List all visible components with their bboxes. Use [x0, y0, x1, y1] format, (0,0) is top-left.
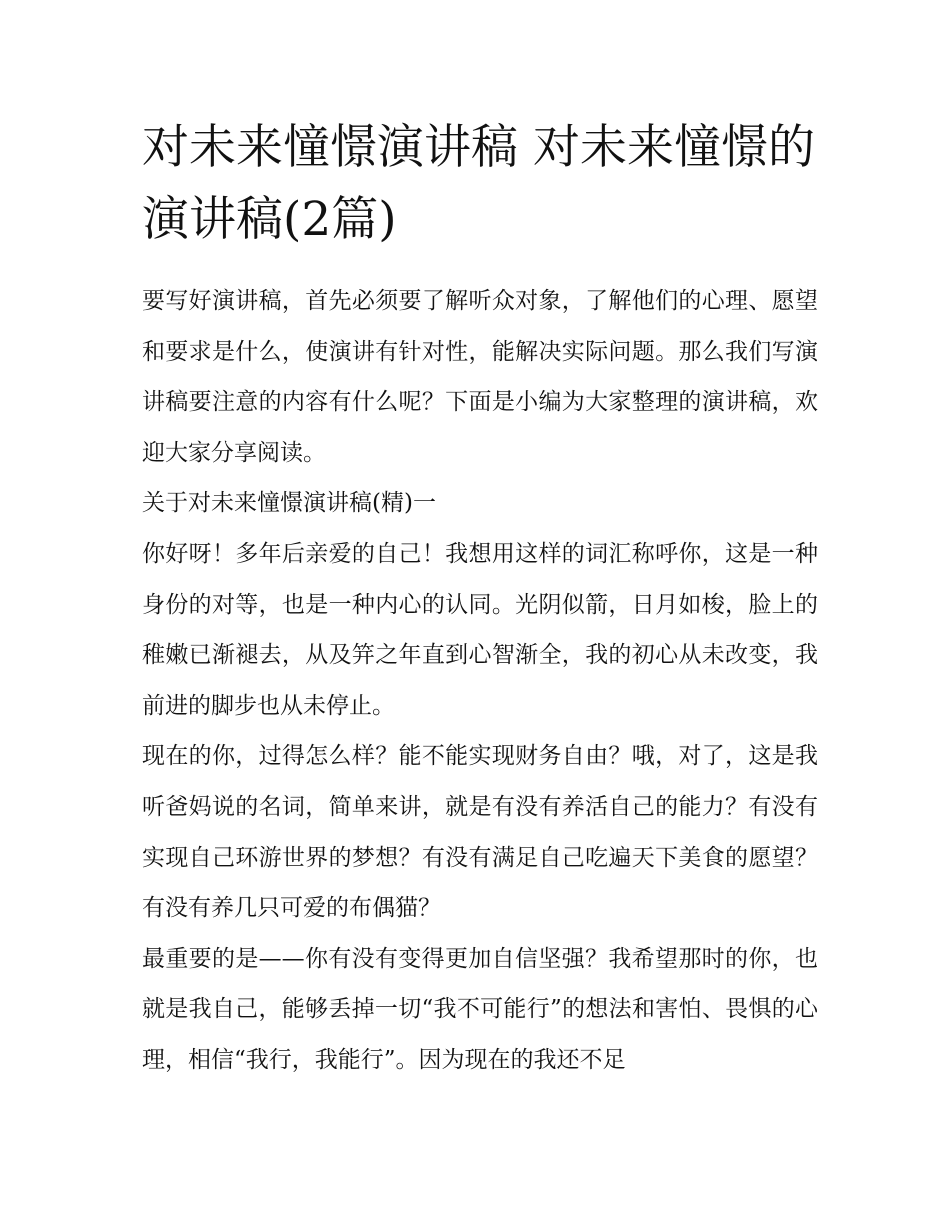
section-heading: 关于对未来憧憬演讲稿(精)一: [142, 490, 436, 517]
document-title: 对未来憧憬演讲稿 对未来憧憬的演讲稿(2篇): [142, 120, 815, 247]
intro-paragraph: 要写好演讲稿，首先必须要了解听众对象，了解他们的心理、愿望和要求是什么，使演讲有针对性，能解决实际问题。那么我们写演讲稿要注意的内容有什么呢？下面是小编为大家整理的演讲稿，欢迎大家分享阅读。: [142, 288, 818, 466]
body-paragraph: 现在的你，过得怎么样？能不能实现财务自由？哦，对了，这是我听爸妈说的名词，简单来讲，就是有没有养活自己的能力？有没有实现自己环游世界的梦想？有没有满足自己吃遍天下美食的愿望？有没有养几只可爱的布偶猫？: [142, 743, 818, 922]
document-body: [142, 276, 818, 1086]
body-paragraph: 你好呀！多年后亲爱的自己！我想用这样的词汇称呼你，这是一种身份的对等，也是一种内心的认同。光阴似箭，日月如梭，脸上的稚嫩已渐褪去，从及笄之年直到心智渐全，我的初心从未改变，我前进的脚步也从未停止。: [142, 540, 818, 719]
body-paragraph: 最重要的是——你有没有变得更加自信坚强？我希望那时的你，也就是我自己，能够丢掉一切“我不可能行”的想法和害怕、畏惧的心理，相信“我行，我能行”。因为现在的我还不足: [142, 945, 818, 1073]
document-content: [142, 112, 818, 1086]
